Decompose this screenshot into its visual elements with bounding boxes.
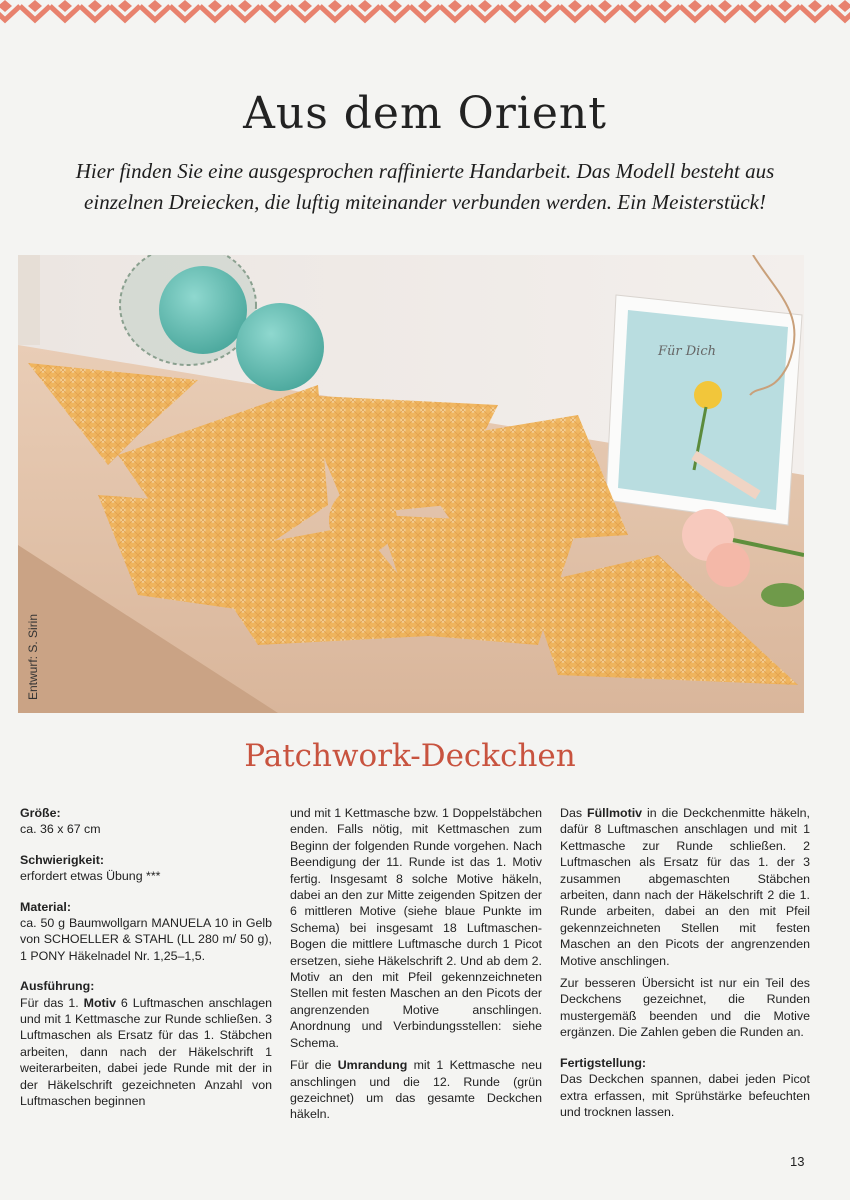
instructions-column-3 <box>560 805 810 1120</box>
size-heading: Größe: <box>20 806 61 820</box>
greeting-card <box>606 295 802 525</box>
difficulty-heading: Schwierigkeit: <box>20 852 105 867</box>
motif-paragraph: und mit 1 Kettmasche bzw. 1 Doppelstäbchen enden. Falls nötig, mit Kettmaschen zum Beginn der folgenden Runde vorgehen. Nach Beendigung der 11. Runde ist das 1. Motiv fertig. Insgesamt 8 solche Motive häkeln, dabei an den zur Mitte zeigenden Spitzen der 6 mittleren Motive (siehe blaue Punkte im Schema) bei insgesamt 18 Luftmaschen-Bogen die mittlere Luftmasche durch 1 Picot ersetzen, siehe Häkelschrift 2. Und ab dem 2. Motiv an den mit Pfeil gekennzeichneten Stellen mit festen Maschen an den Picots der angrenzenden Motive anschlingen. Anordnung und Verbindungsstellen: siehe Schema. <box>290 806 542 1050</box>
page-number: 13 <box>790 1154 805 1169</box>
doily-photo <box>18 255 804 713</box>
fill-motif-paragraph: Das Füllmotiv in die Deckchenmitte häkeln, dafür 8 Luftmaschen anschlagen und mit 1 Kettmasche zur Runde schließen. 2 Luftmaschen als Ersatz für das 1. der 3 zusammen abgemaschten Stäbchen arbeiten, dann nach der Häkelschrift 2 die 1. Runde arbeiten, dabei an den mit Pfeil gekennzeichneten Stellen mit festen Maschen an den Picots der angrenzenden Motive anschlingen. <box>560 806 810 968</box>
size-text: ca. 36 x 67 cm <box>20 822 101 837</box>
intro-text <box>20 156 830 218</box>
intro-line-2: einzelnen Dreiecken, die luftig miteinander verbunden werden. Ein Meisterstück! <box>84 190 766 214</box>
instructions-column-1 <box>20 805 272 1110</box>
instructions-column-2 <box>290 805 542 1123</box>
finishing-heading: Fertigstellung: <box>560 1055 647 1070</box>
decorative-zigzag-border <box>0 0 850 30</box>
honeycomb-ball <box>236 303 324 391</box>
material-text: ca. 50 g Baumwollgarn MANUELA 10 in Gelb von SCHOELLER & STAHL (LL 280 m/ 50 g), 1 PONY Häkelnadel Nr. 1,25–1,5. <box>20 916 272 963</box>
overview-paragraph: Zur besseren Übersicht ist nur ein Teil des Deckchens gezeichnet, die Runden mustergemäß beenden und die Motive ergänzen. Die Zahlen geben die Runden an. <box>560 976 810 1040</box>
pattern-title: Patchwork-Deckchen <box>244 738 576 774</box>
photo-credit: Entwurf: S. Sirin <box>26 613 40 700</box>
material-heading: Material: <box>20 899 71 914</box>
difficulty-text: erfordert etwas Übung *** <box>20 869 161 884</box>
intro-line-1: Hier finden Sie eine ausgesprochen raffinierte Handarbeit. Das Modell besteht aus <box>75 159 775 183</box>
card-text: Für Dich <box>658 344 716 359</box>
finishing-text: Das Deckchen spannen, dabei jeden Picot extra erfassen, mit Sprühstärke befeuchten und trocknen lassen. <box>560 1072 810 1119</box>
border-paragraph: Für die Umrandung mit 1 Kettmasche neu anschlingen und die 12. Runde (grün gezeichnet) um das gesamte Deckchen häkeln. <box>290 1058 542 1122</box>
execution-heading: Ausführung: <box>20 979 95 994</box>
page-title: Aus dem Orient <box>243 88 607 139</box>
execution-text: Für das 1. Motiv 6 Luftmaschen anschlagen und mit 1 Kettmasche zur Runde schließen. 3 Luftmaschen als Ersatz für das 1. Stäbchen arbeiten, dann nach der Häkelschrift 1 weiterarbeiten, dabei jede Runde mit der in der Häkelschrift gezeichneten Anzahl von Luftmaschen beginnen <box>20 995 272 1109</box>
